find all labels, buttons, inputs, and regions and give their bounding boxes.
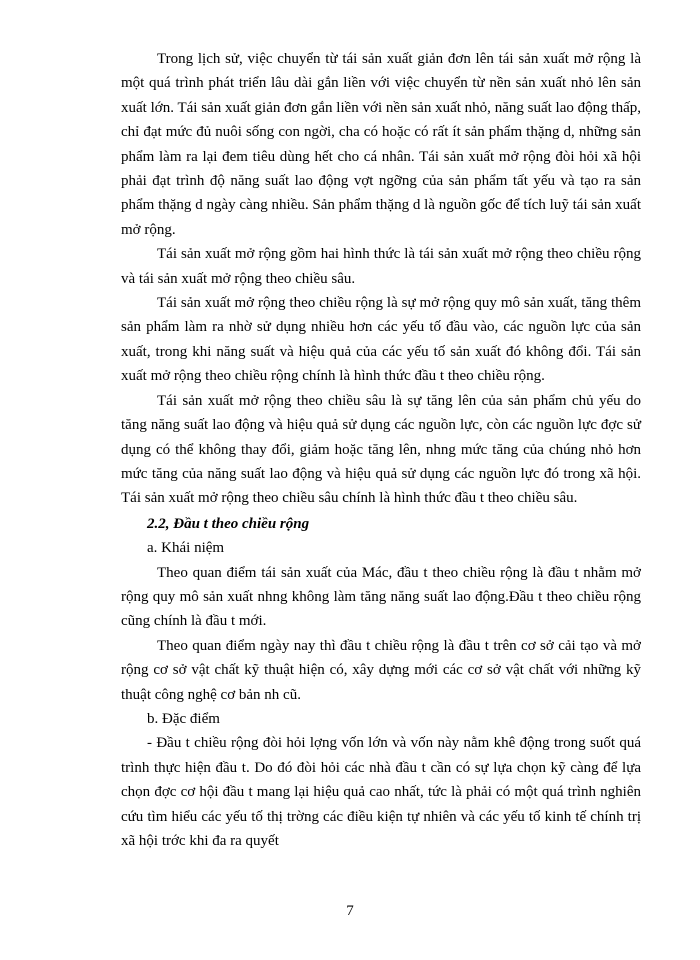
subheading-a: a. Khái niệm [147, 540, 225, 557]
paragraph: Theo quan điểm tái sản xuất của Mác, đầu t theo chiều rộng là đầu t nhằm mở rộng quy mô sản xuất nhng không làm tăng năng suất lao động.Đầu t theo chiều rộng cũng chính là đầu t mới. [121, 564, 641, 630]
page-number: 7 [346, 903, 354, 919]
section-heading: 2.2, Đầu t theo chiều rộng [147, 515, 310, 532]
bullet-paragraph: - Đầu t chiều rộng đòi hỏi lợng vốn lớn và vốn này nằm khê động trong suốt quá trình thực hiện đầu t. Do đó đòi hỏi các nhà đầu t cần có sự lựa chọn kỹ càng để lựa chọn đợc cơ hội đầu t mang lại hiệu quả cao nhất, tức là phải có một quá trình nghiên cứu tìm hiểu các yếu tố thị trờng các điều kiện tự nhiên và các yếu tố kinh tế chính trị xã hội trớc khi đa ra quyết [121, 735, 641, 849]
paragraph: Tái sản xuất mở rộng gồm hai hình thức là tái sản xuất mở rộng theo chiều rộng và tái sản xuất mở rộng theo chiều sâu. [121, 246, 641, 287]
paragraph: Theo quan điểm ngày nay thì đầu t chiều rộng là đầu t trên cơ sở cải tạo và mở rộng cơ sở vật chất kỹ thuật hiện có, xây dựng mới các cơ sở vật chất với những kỹ thuật công nghệ cơ bản nh cũ. [121, 637, 641, 703]
subheading-b: b. Đặc điểm [147, 710, 220, 727]
paragraph: Tái sản xuất mở rộng theo chiều sâu là sự tăng lên của sản phẩm chủ yếu do tăng năng suất lao động và hiệu quả sử dụng các nguồn lực, còn các nguồn lực đợc sử dụng có thể không thay đổi, giảm hoặc tăng lên, nhng mức tăng của chúng nhỏ hơn mức tăng của năng suất lao động và hiệu quả sử dụng các nguồn lực đó trong xã hội. Tái sản xuất mở rộng theo chiều sâu chính là hình thức đầu t theo chiều sâu. [121, 392, 641, 507]
paragraph: Tái sản xuất mở rộng theo chiều rộng là sự mở rộng quy mô sản xuất, tăng thêm sản phẩm làm ra nhờ sử dụng nhiều hơn các yếu tố đầu vào, các nguồn lực của sản xuất, trong khi năng suất và hiệu quả của các yếu tố sản xuất đó không đổi. Tái sản xuất mở rộng theo chiều rộng chính là hình thức đầu t theo chiều rộng. [121, 295, 641, 385]
paragraph: Trong lịch sử, việc chuyển từ tái sản xuất giản đơn lên tái sản xuất mở rộng là một quá trình phát triển lâu dài gắn liền với việc chuyển từ nền sản xuất nhỏ lên sản xuất lớn. Tái sản xuất giản đơn gắn liền với nền sản xuất nhỏ, năng suất lao động thấp, chỉ đạt mức đủ nuôi sống con ngời, cha có hoặc có rất ít sản phẩm thặng d, những sản phẩm làm ra lại đem tiêu dùng hết cho cá nhân. Tái sản xuất mở rộng đòi hỏi xã hội phải đạt trình độ năng suất lao động vợt ngỡng của sản phẩm tất yếu và tạo ra sản phẩm thặng d ngày càng nhiều. Sản phẩm thặng d là nguồn gốc để tích luỹ tái sản xuất mở rộng. [121, 51, 641, 238]
page-body [121, 47, 641, 853]
